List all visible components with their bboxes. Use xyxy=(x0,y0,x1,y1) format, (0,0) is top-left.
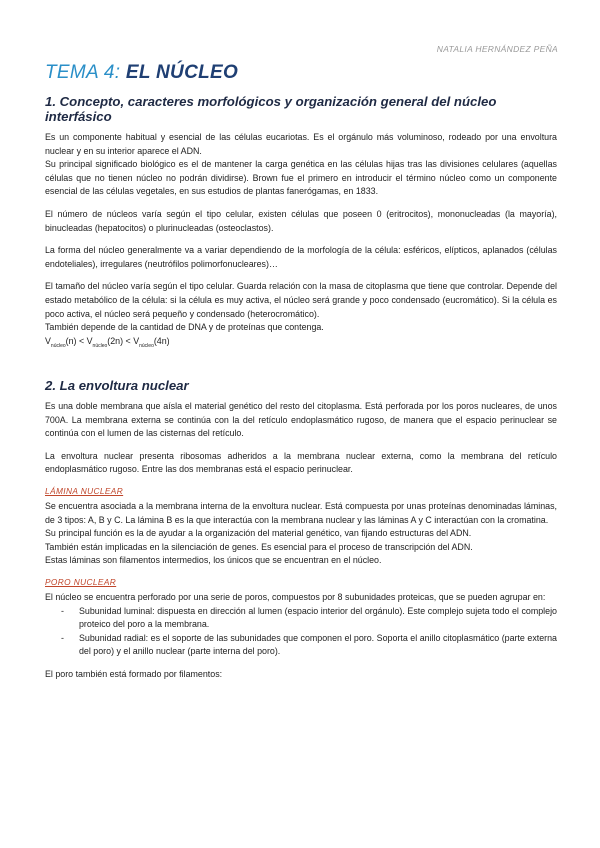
paragraph: El tamaño del núcleo varía según el tipo celular. Guarda relación con la masa de citoplasma que tiene que controlar. Depende del estado metabólico de la célula: si la célula es muy activa, el núcleo será grande y poco condensado (eucromático). Si la célula es poco activa, el núcleo será pequeño y condensado (heterocromático). xyxy=(45,281,557,319)
subsection-heading-poro: PORO NUCLEAR xyxy=(45,577,117,588)
paragraph: Se encuentra asociada a la membrana interna de la envoltura nuclear. Está compuesta por unas proteínas denominadas láminas, de 3 tipos: A, B y C. La lámina B es la que interactúa con la membrana nuclear y las láminas A y C interactúan con la cromatina. xyxy=(45,501,557,525)
subsection-heading-lamina: LÁMINA NUCLEAR xyxy=(45,486,124,497)
paragraph: El número de núcleos varía según el tipo celular, existen células que poseen 0 (eritrocitos), mononucleadas (la mayoría), binucleadas (hepatocitos) o plurinucleadas (osteoclastos). xyxy=(45,208,557,233)
paragraph: También depende de la cantidad de DNA y de proteínas que contenga. xyxy=(45,322,324,333)
author-name: NATALIA HERNÁNDEZ PEÑA xyxy=(436,44,558,54)
list-item: - Subunidad luminal: dispuesta en dirección al lumen (espacio interior del orgánulo). Este complejo sujeta todo el complejo proteico del poro a la membrana. xyxy=(67,605,557,632)
list-item: - Subunidad radial: es el soporte de las subunidades que componen el poro. Soporta el anillo citoplasmático (parte externa del poro) y el anillo nuclear (parte interna del poro). xyxy=(67,632,557,659)
paragraph: Es un componente habitual y esencial de las células eucariotas. Es el orgánulo más voluminoso, rodeado por una envoltura nuclear y en su interior aparece el ADN. xyxy=(45,132,557,156)
nucleus-volume-formula: $V_{núcleo}(n) < V_{núcleo}(2n) < V_{núcleo}(4n)$ xyxy=(45,335,170,349)
paragraph: Su principal función es la de ayudar a la organización del material genético, van fijando estructuras del ADN. xyxy=(45,528,472,539)
paragraph: El núcleo se encuentra perforado por una serie de poros, compuestos por 8 subunidades proteicas, que se pueden agrupar en: xyxy=(45,592,546,603)
paragraph: Es una doble membrana que aísla el material genético del resto del citoplasma. Está perforada por los poros nucleares, de unos 700A. La membrana externa se continúa con la del retículo endoplasmático rugoso, de manera que el espacio perinuclear se continúa con el lumen de las cisternas del retículo. xyxy=(45,401,557,439)
paragraph: La envoltura nuclear presenta ribosomas adheridos a la membrana nuclear externa, como la membrana del retículo endoplasmático rugoso. Entre las dos membranas está el espacio perinuclear. xyxy=(45,450,557,475)
title-name: EL NÚCLEO xyxy=(125,62,239,83)
section-1-heading: 1. Concepto, caracteres morfológicos y organización general del núcleo interfásico xyxy=(45,94,497,124)
title-prefix: TEMA 4: xyxy=(45,62,121,83)
paragraph: Su principal significado biológico es el de mantener la carga genética en las células hijas tras las divisiones celulares (aquellas células que no tienen núcleo no podrán dividirse). Brown fue el primero en introducir el término núcleo como un componente esencial de las células vegetales, en sus estudios de plantas fanerógamas, en 1833. xyxy=(45,159,557,197)
paragraph: Estas láminas son filamentos intermedios, los únicos que se encuentran en el núcleo. xyxy=(45,555,382,566)
document-page xyxy=(45,62,557,682)
page-title xyxy=(45,62,557,84)
section-2-heading: 2. La envoltura nuclear xyxy=(45,378,189,394)
paragraph: La forma del núcleo generalmente va a variar dependiendo de la morfología de la célula: esféricos, elípticos, aplanados (células endoteliales), irregulares (neutrófilos polimorfonucleares)… xyxy=(45,245,557,269)
paragraph: El poro también está formado por filamentos: xyxy=(45,669,223,679)
subunit-list xyxy=(45,605,557,659)
paragraph: También están implicadas en la silenciación de genes. Es esencial para el proceso de transcripción del ADN. xyxy=(45,541,473,552)
